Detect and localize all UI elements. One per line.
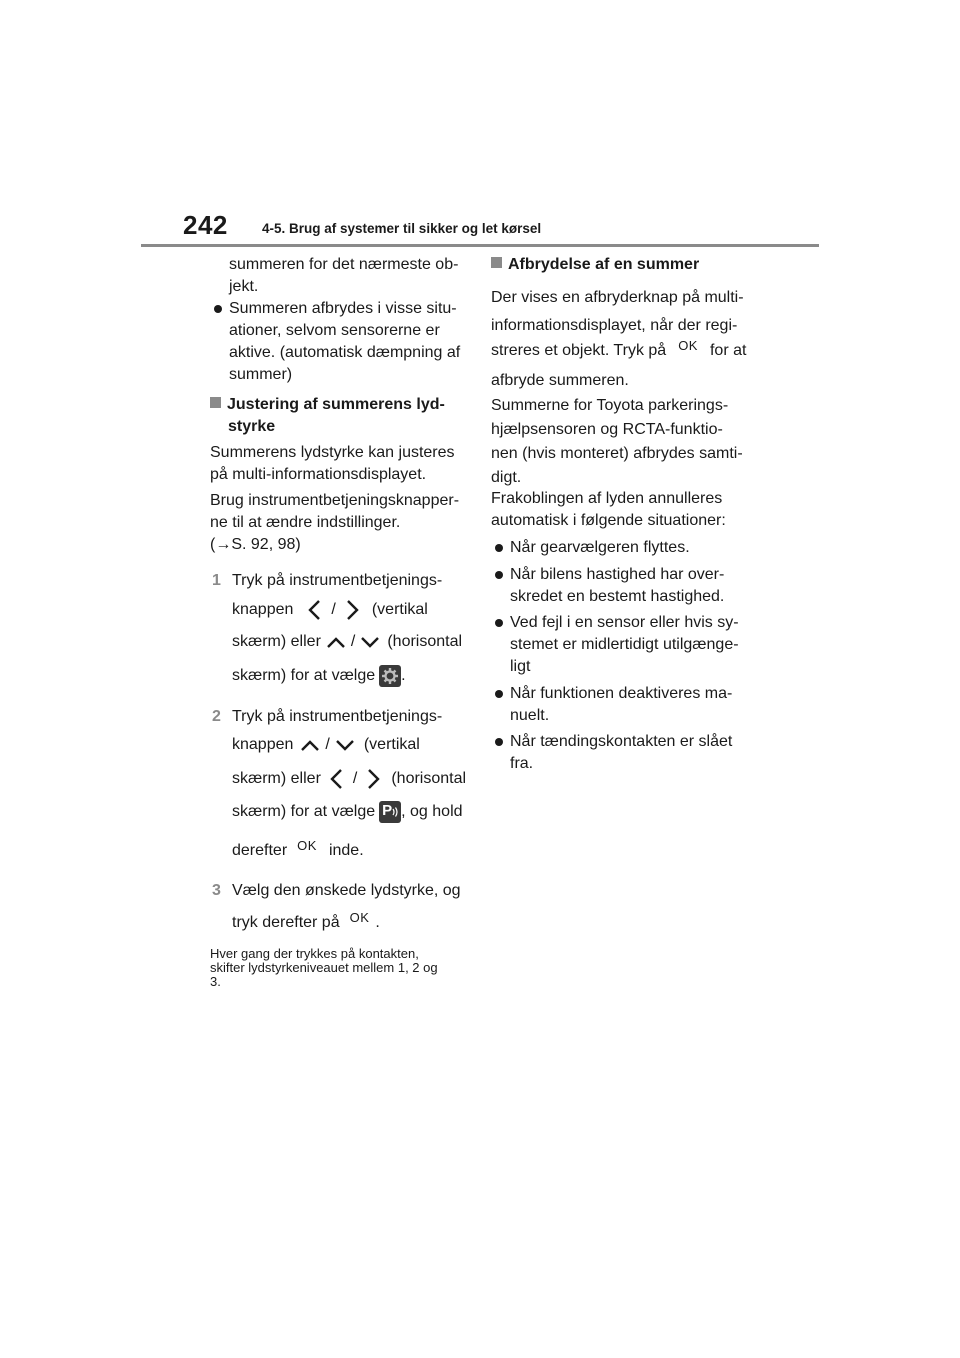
header-divider bbox=[141, 244, 819, 247]
step-number: 2 bbox=[212, 708, 221, 725]
text-line: på multi-informationsdisplayet. bbox=[210, 466, 427, 483]
text-line: informationsdisplayet, når der regi- bbox=[491, 317, 738, 334]
text-line: ligt bbox=[510, 658, 531, 675]
text-line: nuelt. bbox=[510, 707, 550, 724]
text-line bbox=[232, 665, 406, 687]
continued-text bbox=[229, 254, 458, 298]
bullet-item bbox=[510, 564, 724, 608]
text: skærm) for at vælge bbox=[232, 667, 376, 684]
text-line bbox=[232, 801, 463, 823]
square-marker-icon bbox=[210, 397, 221, 408]
slash: / bbox=[331, 601, 336, 618]
text-line: Summeren afbrydes i visse situ- bbox=[229, 300, 457, 317]
text-line: Summerens lydstyrke kan justeres bbox=[210, 444, 455, 461]
chevron-right-icon bbox=[363, 767, 383, 791]
text-line bbox=[232, 631, 462, 653]
text-line: hjælpsensoren og RCTA-funktio- bbox=[491, 421, 723, 438]
heading-line: Justering af summerens lyd- bbox=[227, 396, 445, 413]
chevron-right-icon bbox=[342, 598, 362, 622]
text: . bbox=[401, 667, 406, 684]
slash: / bbox=[352, 770, 358, 787]
text: skærm) eller bbox=[232, 770, 321, 787]
ok-icon: OK bbox=[297, 838, 317, 853]
text: . bbox=[375, 914, 380, 931]
text-line: Når funktionen deaktiveres ma- bbox=[510, 685, 733, 702]
text-line bbox=[232, 598, 428, 622]
text-line: 3. bbox=[210, 974, 221, 989]
text-line bbox=[232, 912, 380, 934]
text-line: nen (hvis monteret) afbrydes samti- bbox=[491, 445, 743, 462]
note bbox=[210, 947, 438, 989]
text-line bbox=[232, 734, 420, 756]
text-line bbox=[232, 840, 364, 862]
paragraph bbox=[491, 488, 726, 532]
chevron-left-icon bbox=[327, 767, 347, 791]
section-title: 4-5. Brug af systemer til sikker og let kørsel bbox=[262, 221, 542, 236]
bullet-item bbox=[510, 612, 739, 678]
slash: / bbox=[350, 633, 356, 650]
text-line bbox=[232, 767, 466, 791]
page-number: 242 bbox=[183, 210, 228, 240]
text-line: Hver gang der trykkes på kontakten, bbox=[210, 946, 419, 961]
text-line: afbryde summeren. bbox=[491, 372, 629, 389]
page-reference: (→S. 92, 98) bbox=[210, 536, 301, 553]
text: derefter bbox=[232, 842, 288, 859]
text-line: Frakoblingen af lyden annulleres bbox=[491, 490, 723, 507]
text-line: stemet er midlertidigt utilgænge- bbox=[510, 636, 739, 653]
text-line: skifter lydstyrkeniveauet mellem 1, 2 og bbox=[210, 960, 438, 975]
text: tryk derefter på bbox=[232, 914, 340, 931]
chevron-up-icon bbox=[299, 737, 321, 753]
step-number: 3 bbox=[212, 882, 221, 899]
text: (vertikal bbox=[363, 736, 420, 753]
bullet-item bbox=[510, 731, 732, 775]
text-line bbox=[491, 340, 746, 362]
heading-line: Afbrydelse af en summer bbox=[508, 256, 700, 273]
ok-icon: OK bbox=[678, 338, 698, 353]
text-line: ationer, selvom sensorerne er bbox=[229, 322, 440, 339]
text-line: Når tændingskontakten er slået bbox=[510, 733, 733, 750]
text: (horisontal bbox=[387, 633, 463, 650]
text-line: digt. bbox=[491, 469, 522, 486]
chevron-down-icon bbox=[334, 737, 356, 753]
bullet-item bbox=[229, 298, 460, 386]
step-number: 1 bbox=[212, 572, 221, 589]
text-line: Tryk på instrumentbetjenings- bbox=[232, 708, 443, 725]
text-line: summer) bbox=[229, 366, 293, 383]
p-label: P bbox=[382, 802, 393, 819]
paragraph bbox=[491, 394, 743, 490]
parking-sensor-icon bbox=[379, 801, 401, 823]
text: (horisontal bbox=[391, 770, 467, 787]
text-line: Summerne for Toyota parkerings- bbox=[491, 397, 729, 414]
text-line: automatisk i følgende situationer: bbox=[491, 512, 726, 529]
text-line: Der vises en afbryderknap på multi- bbox=[491, 289, 744, 306]
ok-icon: OK bbox=[349, 910, 370, 925]
paragraph bbox=[210, 442, 455, 486]
text-line: ne til at ændre indstillinger. bbox=[210, 514, 401, 531]
square-marker-icon bbox=[491, 257, 502, 268]
paragraph bbox=[491, 286, 744, 338]
text-line: summeren for det nærmeste ob- bbox=[229, 256, 459, 273]
text-line: fra. bbox=[510, 755, 534, 772]
paragraph bbox=[210, 490, 459, 556]
bullet-item bbox=[510, 537, 690, 559]
text: (vertikal bbox=[371, 601, 428, 618]
text: streres et objekt. Tryk på bbox=[491, 342, 667, 359]
text: , og hold bbox=[401, 803, 463, 820]
text: knappen bbox=[232, 736, 294, 753]
text-line: Ved fejl i en sensor eller hvis sy- bbox=[510, 614, 739, 631]
chevron-up-icon bbox=[325, 634, 347, 650]
gear-icon bbox=[379, 665, 401, 687]
text-line: Brug instrumentbetjeningsknapper- bbox=[210, 492, 460, 509]
heading-line: styrke bbox=[228, 418, 276, 435]
text-line: Når gearvælgeren flyttes. bbox=[510, 539, 690, 556]
bullet-item bbox=[510, 683, 732, 727]
text: for at bbox=[709, 342, 747, 359]
text-line: aktive. (automatisk dæmpning af bbox=[229, 344, 461, 361]
chevron-left-icon bbox=[305, 598, 325, 622]
text: skærm) eller bbox=[232, 633, 321, 650]
slash: / bbox=[325, 736, 330, 753]
text-line: Når bilens hastighed har over- bbox=[510, 566, 725, 583]
chevron-down-icon bbox=[359, 634, 381, 650]
text-line: Tryk på instrumentbetjenings- bbox=[232, 572, 443, 589]
text-line: Vælg den ønskede lydstyrke, og bbox=[232, 882, 461, 899]
subheading bbox=[210, 394, 445, 438]
text: skærm) for at vælge bbox=[232, 803, 376, 820]
text-line: skredet en bestemt hastighed. bbox=[510, 588, 725, 605]
text-line: jekt. bbox=[229, 278, 259, 295]
subheading bbox=[491, 254, 699, 276]
text: knappen bbox=[232, 601, 294, 618]
text: inde. bbox=[328, 842, 364, 859]
